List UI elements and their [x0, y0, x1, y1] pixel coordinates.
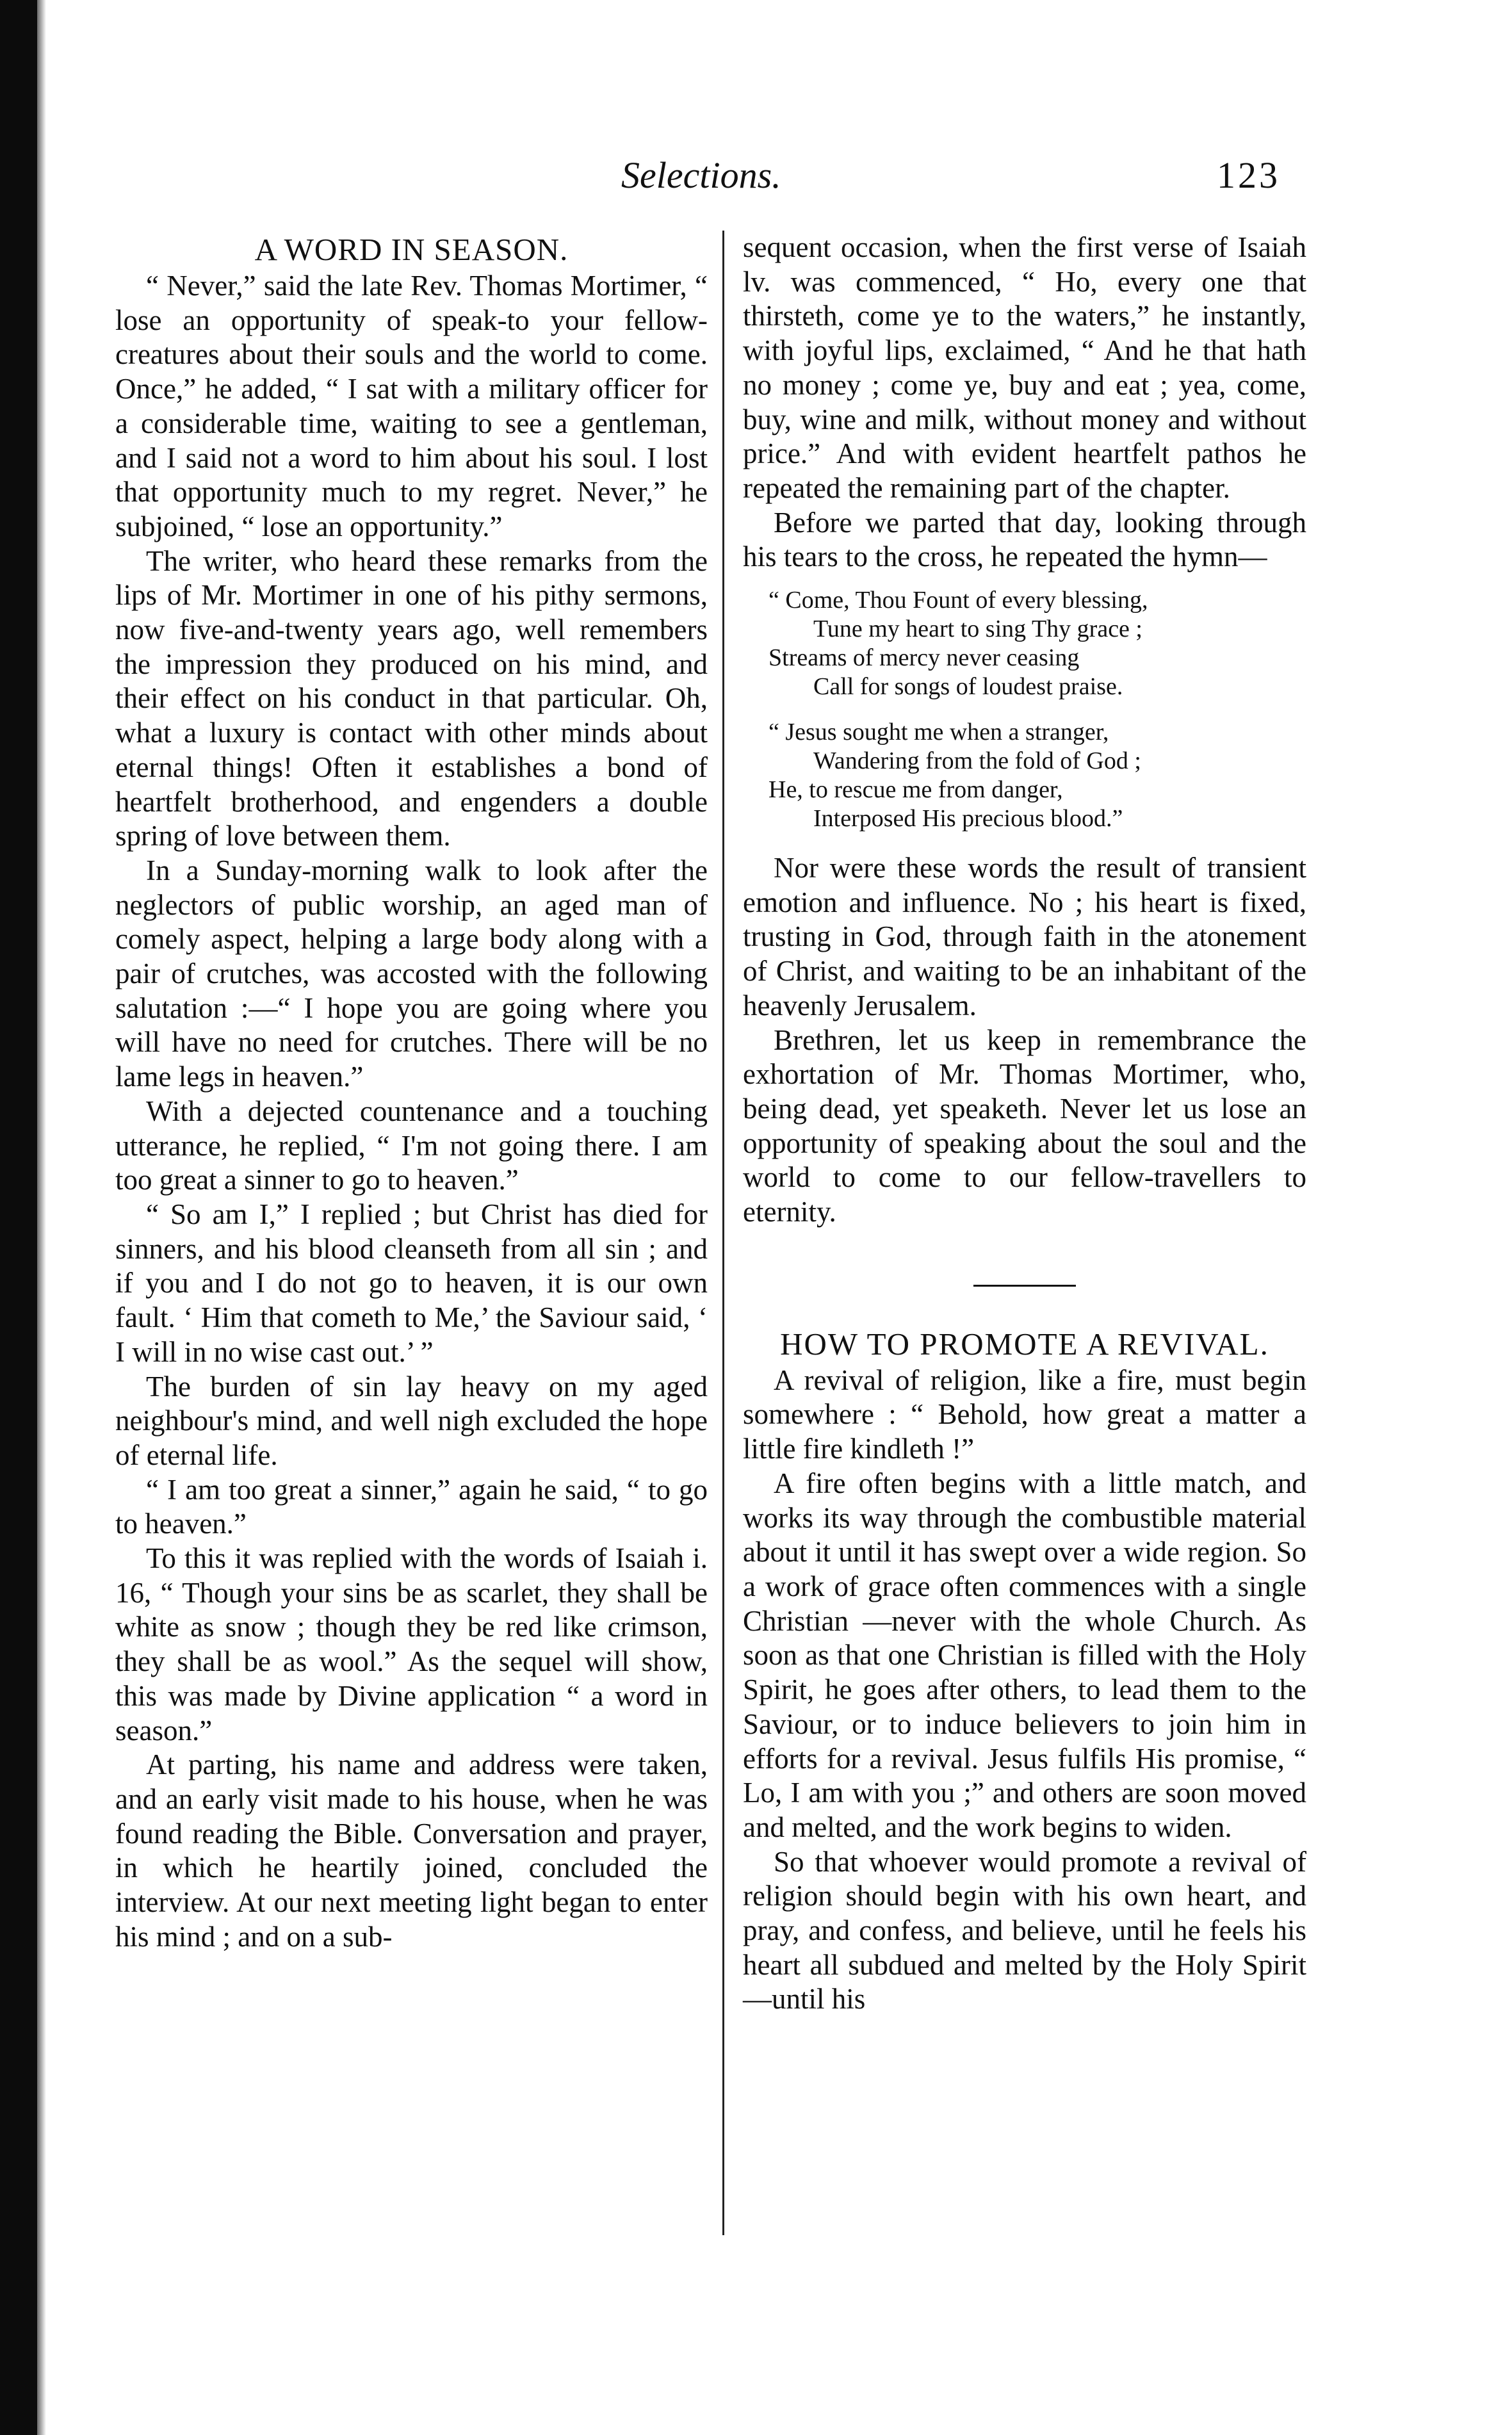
paragraph: So that whoever would promote a revival of religion should begin with his own heart, and pray, and confess, and believe, until he feels his heart all subdued and melted by the Holy Spirit—until his — [743, 1845, 1306, 2016]
hymn-stanza — [768, 586, 1306, 701]
hymn-line: Interposed His precious blood.” — [813, 805, 1123, 833]
page-number: 123 — [1217, 154, 1280, 196]
hymn-line: He, to rescue me from danger, — [768, 776, 1063, 804]
hymn — [768, 586, 1306, 833]
paragraph: At parting, his name and address were taken, and an early visit made to his house, when he was found reading the Bible. Conversation and prayer, in which he heartily joined, concluded the interview. At our next meeting light began to enter his mind ; and on a sub- — [115, 1748, 708, 1953]
paragraph: To this it was replied with the words of Isaiah i. 16, “ Though your sins be as scarlet, they shall be white as snow ; though they be red like crimson, they shall be as wool.” As the sequel will show, this was made by Divine application “ a word in season.” — [115, 1542, 708, 1747]
paragraph: The burden of sin lay heavy on my aged neighbour's mind, and well nigh excluded the hope of eternal life. — [115, 1370, 708, 1471]
left-column — [115, 231, 708, 1954]
right-column — [743, 231, 1306, 2017]
paragraph: “ I am too great a sinner,” again he said, “ to go to heaven.” — [115, 1473, 708, 1540]
paragraph: “ Never,” said the late Rev. Thomas Mortimer, “ lose an opportunity of speak-to your fellow-creatures about their souls and the world to come. Once,” he added, “ I sat with a military officer for a considerable time, waiting to see a gentleman, and I said not a word to him about his soul. I lost that opportunity much to my regret. Never,” he subjoined, “ lose an opportunity.” — [115, 270, 708, 542]
hymn-line: Wandering from the fold of God ; — [813, 747, 1141, 775]
running-title: Selections. — [621, 154, 781, 196]
hymn-line: Streams of mercy never ceasing — [768, 644, 1080, 672]
hymn-line: “ Come, Thou Fount of every blessing, — [768, 587, 1148, 614]
column-rule — [722, 231, 724, 2235]
paragraph: A fire often begins with a little match, and works its way through the combustible material about it until it has swept over a wide region. So a work of grace often commences with a single Christian —never with the whole Church. As soon as that one Christian is filled with the Holy Spirit, he goes after others, to lead them to the Saviour, or to induce believers to join him in efforts for a revival. Jesus fulfils His promise, “ Lo, I am with you ;” and others are soon moved and melted, and the work begins to widen. — [743, 1467, 1306, 1843]
hymn-line: Call for songs of loudest praise. — [813, 673, 1123, 701]
binding-shadow — [0, 0, 37, 2435]
binding-edge — [37, 0, 46, 2435]
paragraph-continuation: sequent occasion, when the first verse of Isaiah lv. was commenced, “ Ho, every one that thirsteth, come ye to the waters,” he instantly, with joyful lips, exclaimed, “ And he that hath no money ; come ye, buy and eat ; yea, come, buy, wine and milk, without money and without price.” And with evident heartfelt pathos he repeated the remaining part of the chapter. — [743, 231, 1306, 504]
section-separator-rule — [973, 1285, 1076, 1287]
paragraph: With a dejected countenance and a touching utterance, he replied, “ I'm not going there. I am too great a sinner to go to heaven.” — [115, 1095, 708, 1196]
article-title-promote-revival: HOW TO PROMOTE A REVIVAL. — [780, 1326, 1269, 1362]
paragraph: Before we parted that day, looking through his tears to the cross, he repeated the hymn— — [743, 506, 1306, 573]
hymn-stanza — [768, 718, 1306, 833]
paragraph: A revival of religion, like a fire, must begin somewhere : “ Behold, how great a matter a little fire kindleth !” — [743, 1364, 1306, 1465]
paragraph: The writer, who heard these remarks from the lips of Mr. Mortimer in one of his pithy sermons, now five-and-twenty years ago, well remembers the impression they produced on his mind, and their effect on his conduct in that particular. Oh, what a luxury is contact with other minds about eternal things! Often it establishes a bond of heartfelt brotherhood, and engenders a double spring of love between them. — [115, 544, 708, 852]
paragraph: In a Sunday-morning walk to look after the neglectors of public worship, an aged man of comely aspect, helping a large body along with a pair of crutches, was accosted with the following salutation :—“ I hope you are going where you will have no need for crutches. There will be no lame legs in heaven.” — [115, 854, 708, 1093]
article-title-word-in-season: A WORD IN SEASON. — [254, 232, 569, 267]
paragraph: Nor were these words the result of transient emotion and influence. No ; his heart is fixed, trusting in God, through faith in the atonement of Christ, and waiting to be an inhabitant of the heavenly Jerusalem. — [743, 852, 1306, 1022]
paragraph: Brethren, let us keep in remembrance the exhortation of Mr. Thomas Mortimer, who, being dead, yet speaketh. Never let us lose an opportunity of speaking about the soul and the world to come to our fellow-travellers to eternity. — [743, 1023, 1306, 1228]
hymn-line: “ Jesus sought me when a stranger, — [768, 719, 1109, 746]
hymn-line: Tune my heart to sing Thy grace ; — [813, 615, 1142, 643]
paragraph: “ So am I,” I replied ; but Christ has died for sinners, and his blood cleanseth from all sin ; and if you and I do not go to heaven, it is our own fault. ‘ Him that cometh to Me,’ the Saviour said, ‘ I will in no wise cast out.’ ” — [115, 1198, 708, 1368]
